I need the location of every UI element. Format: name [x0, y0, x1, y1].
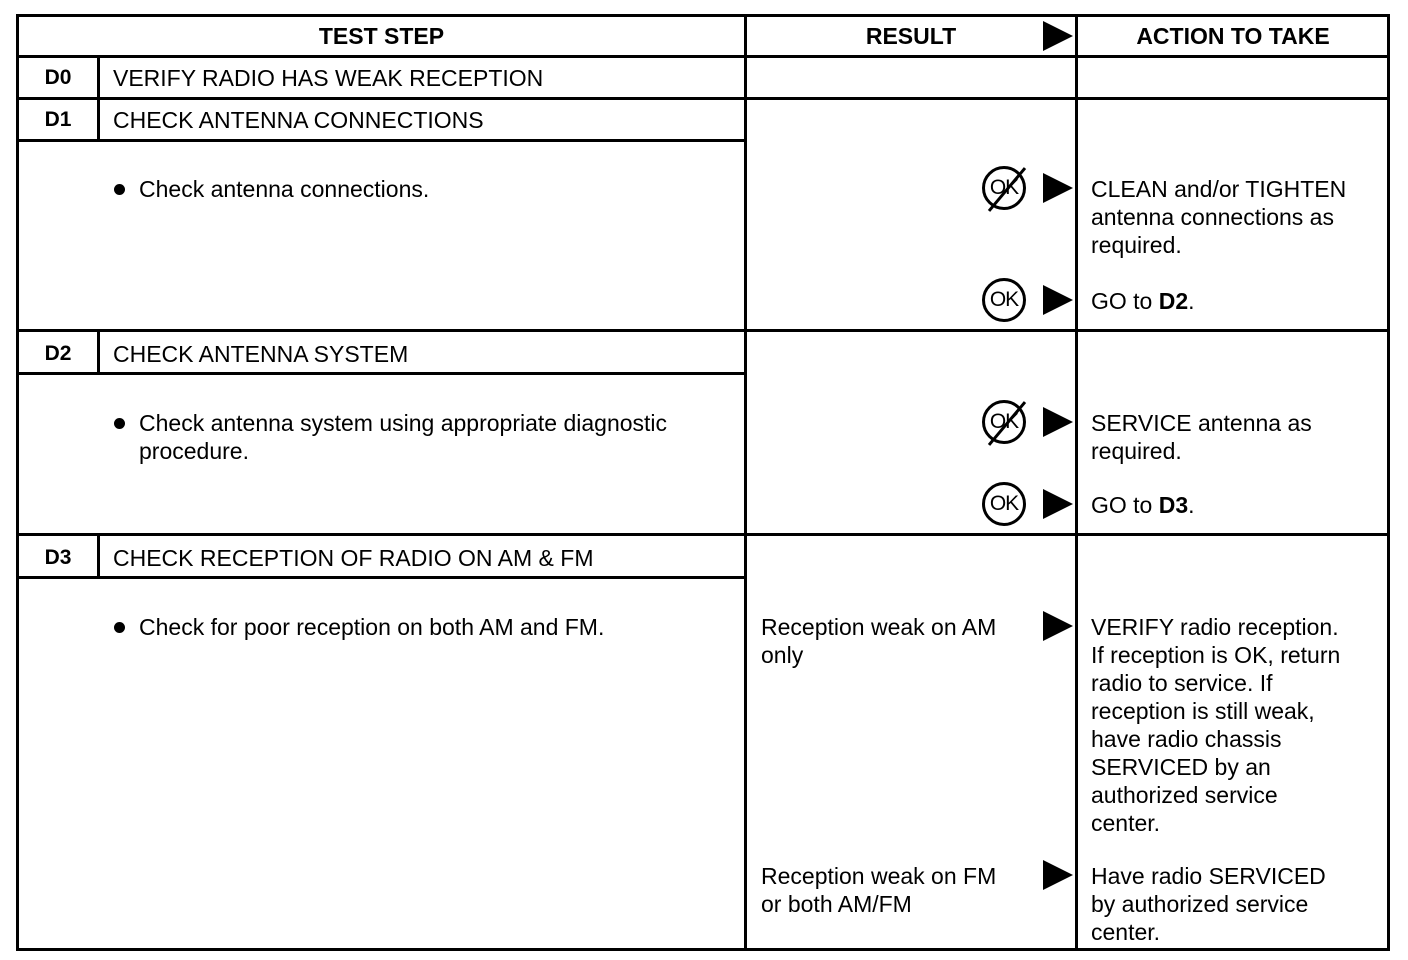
goto-ref-d2: D2: [1158, 288, 1189, 314]
goto-ref-d3: D3: [1158, 492, 1189, 518]
id-divider-d1: [97, 97, 100, 141]
arrow-icon: [1043, 860, 1073, 890]
row-divider-d1: [16, 329, 1390, 332]
step-id-d3: D3: [44, 546, 72, 569]
column-divider-action: [1075, 14, 1078, 951]
id-divider-d3: [97, 535, 100, 579]
bullet-icon: [114, 418, 125, 429]
header-result: RESULT: [865, 23, 957, 49]
header-action: ACTION TO TAKE: [1136, 23, 1330, 49]
result-d3-fm: Reception weak on FM or both AM/FM: [761, 863, 997, 917]
ok-icon: OK: [982, 482, 1026, 526]
action-d3-am: VERIFY radio reception. If reception is OK, return radio to service. If reception is still weak, have radio chassis SERVICED by an authorized service center.: [1091, 614, 1341, 836]
arrow-icon: [1043, 489, 1073, 519]
bullet-icon: [114, 622, 125, 633]
table-border-left: [16, 14, 19, 951]
arrow-icon: [1043, 407, 1073, 437]
row-divider-d0: [16, 97, 1390, 100]
table-border-right: [1387, 14, 1390, 951]
action-d1-not-ok: CLEAN and/or TIGHTEN antenna connections as required.: [1091, 176, 1347, 258]
action-d2-not-ok: SERVICE antenna as required.: [1091, 410, 1312, 464]
step-id-d2: D2: [44, 342, 72, 365]
column-divider-result: [744, 14, 747, 951]
step-bullet-d1: Check antenna connections.: [139, 176, 430, 202]
step-id-d1: D1: [44, 108, 72, 131]
id-divider-d2: [97, 331, 100, 375]
header-test-step: TEST STEP: [318, 23, 445, 49]
action-d1-ok: GO to D2.: [1091, 288, 1195, 314]
row-divider-d2: [16, 533, 1390, 536]
step-bullet-d2: Check antenna system using appropriate diagnostic procedure.: [139, 410, 668, 464]
step-title-d1: CHECK ANTENNA CONNECTIONS: [113, 107, 484, 133]
header-divider: [16, 55, 1390, 58]
title-underline-d1: [16, 139, 747, 142]
arrow-icon: [1043, 285, 1073, 315]
arrow-icon: [1043, 173, 1073, 203]
not-ok-icon: OK: [982, 166, 1026, 210]
header-arrow-icon: [1043, 21, 1073, 51]
bullet-icon: [114, 184, 125, 195]
action-d3-fm: Have radio SERVICED by authorized service center.: [1091, 863, 1326, 945]
step-id-d0: D0: [44, 66, 72, 89]
step-title-d3: CHECK RECEPTION OF RADIO ON AM & FM: [113, 545, 594, 571]
title-underline-d2: [16, 372, 747, 375]
step-title-d0: VERIFY RADIO HAS WEAK RECEPTION: [113, 65, 544, 91]
table-border-top: [16, 14, 1390, 17]
title-underline-d3: [16, 576, 747, 579]
result-d3-am: Reception weak on AM only: [761, 614, 997, 668]
id-divider-d0: [97, 55, 100, 99]
step-bullet-d3: Check for poor reception on both AM and FM.: [139, 614, 605, 640]
arrow-icon: [1043, 611, 1073, 641]
action-d2-ok: GO to D3.: [1091, 492, 1195, 518]
step-title-d2: CHECK ANTENNA SYSTEM: [113, 341, 409, 367]
ok-icon: OK: [982, 278, 1026, 322]
not-ok-icon: OK: [982, 400, 1026, 444]
table-border-bottom: [16, 948, 1390, 951]
